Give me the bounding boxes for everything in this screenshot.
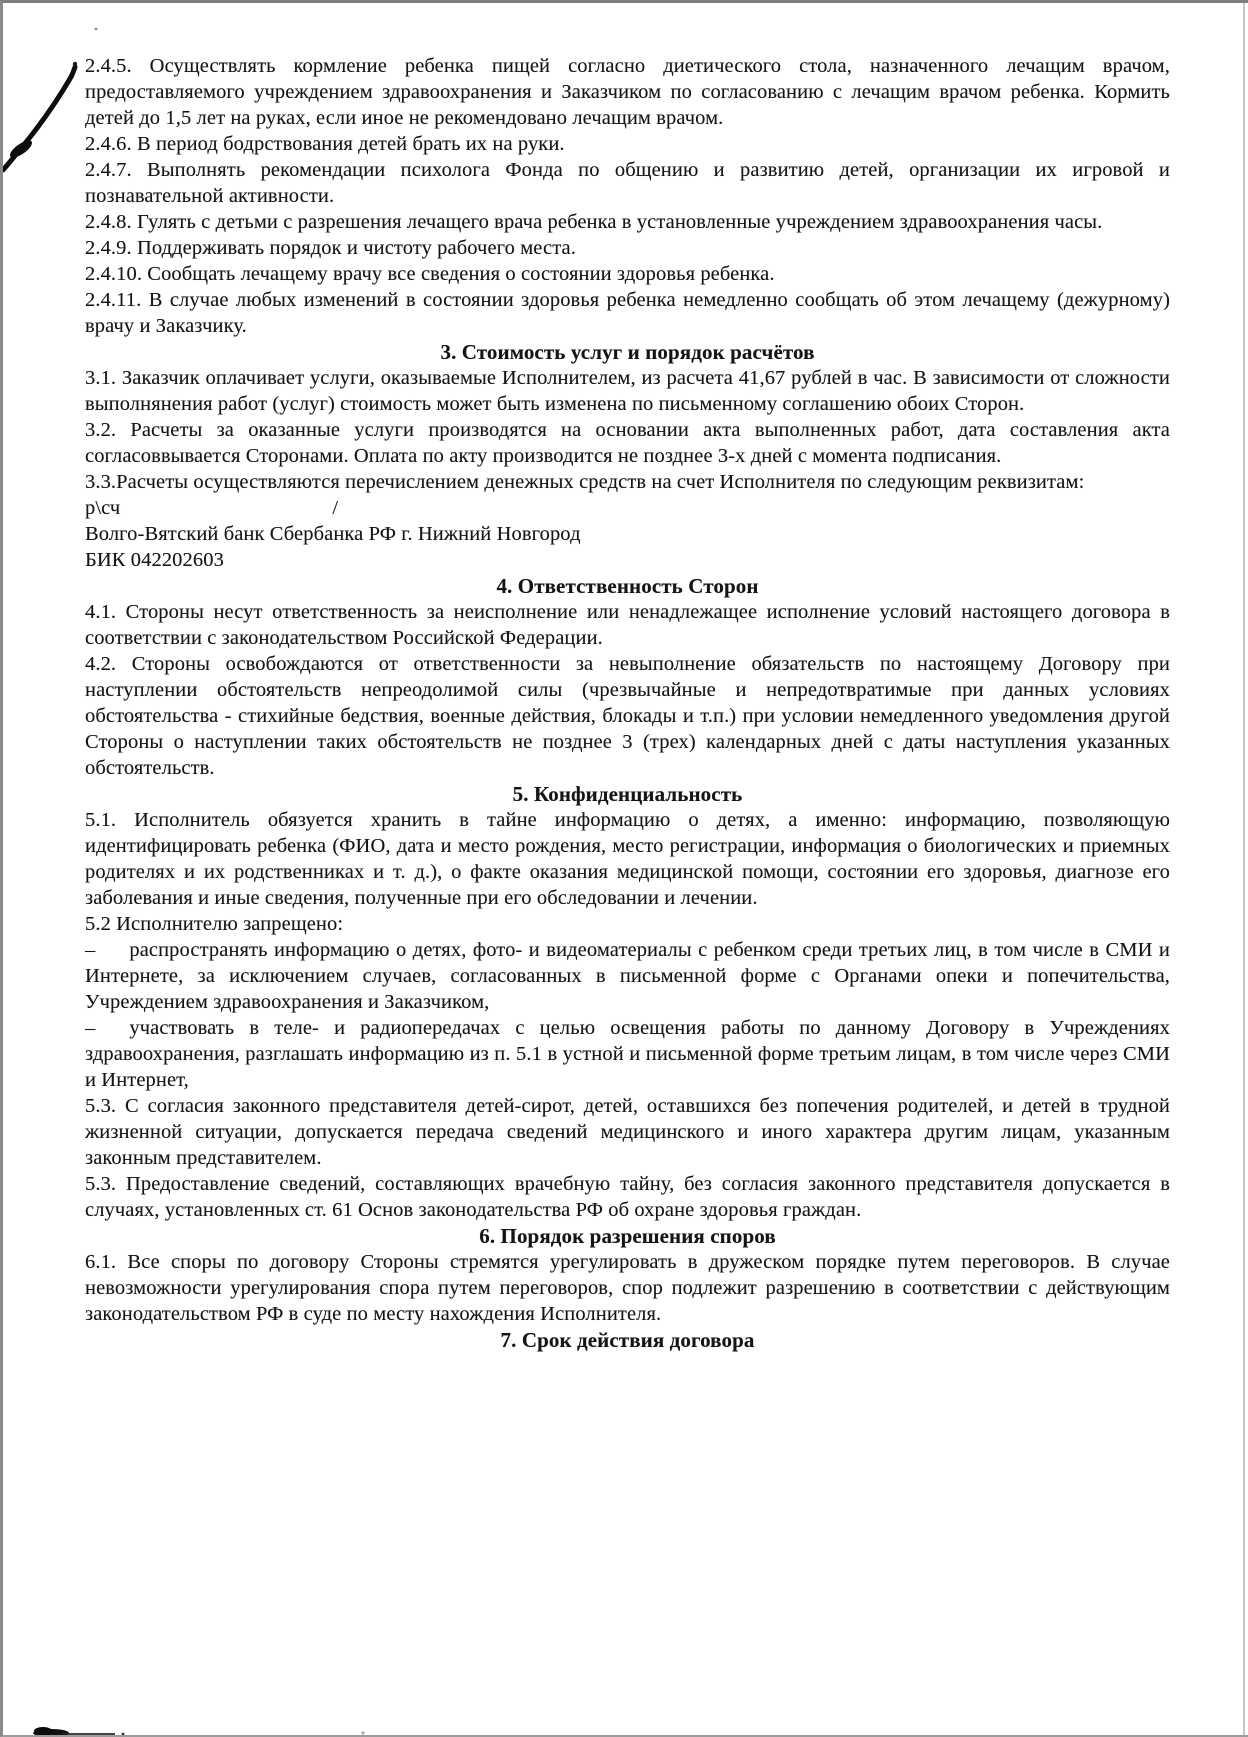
clause-2-4-6: 2.4.6. В период бодрствования детей брать их на руки. (85, 133, 565, 155)
clause-4-2: 4.2. Стороны освобождаются от ответственности за невыполнение обязательств по настоящему Договору при наступлении обстоятельств непреодолимой силы (чрезвычайные и непредотвратимые при данных условиях обстоятельства - стихийные бедствия, военные действия, блокады и т.п.) при условии немедленного уведомления другой Стороны о наступлении таких обстоятельств не позднее 3 (трех) календарных дней с даты наступления указанных обстоятельств. (85, 653, 1170, 779)
clause-5-1: 5.1. Исполнитель обязуется хранить в тайне информацию о детях, а именно: информацию, позволяющую идентифицировать ребенка (ФИО, дата и место рождения, место регистрации, информация о биологических и приемных родителях и их родственниках и т. д.), о факте оказания медицинской помощи, состоянии его здоровья, диагнозе его заболевания и иные сведения, полученные при его обследовании и лечении. (85, 809, 1170, 909)
clause-2-4-5: 2.4.5. Осуществлять кормление ребенка пищей согласно диетического стола, назначенного лечащим врачом, предоставляемого учреждением здравоохранения и Заказчиком по согласованию с лечащим врачом ребенка. Кормить детей до 1,5 лет на руках, если иное не рекомендовано лечащим врачом. (85, 55, 1170, 129)
section-6-heading: 6. Порядок разрешения споров (479, 1224, 776, 1248)
account-slash: / (332, 497, 339, 519)
clause-5-2-bullet-2 (85, 1015, 1170, 1093)
section-5-heading: 5. Конфиденциальность (512, 782, 743, 806)
clause-2-4-8: 2.4.8. Гулять с детьми с разрешения лечащего врача ребенка в установленные учреждением здравоохранения часы. (85, 211, 1103, 233)
section-3-heading: 3. Стоимость услуг и порядок расчётов (440, 340, 815, 364)
account-label: р\сч (85, 497, 121, 519)
requisites-bik-line: БИК 042202603 (85, 549, 224, 571)
section-4-heading: 4. Ответственность Сторон (496, 574, 759, 598)
bullet-dash: – (85, 1017, 96, 1039)
clause-5-3-b: 5.3. Предоставление сведений, составляющих врачебную тайну, без согласия законного представителя допускается в случаях, установленных ст. 61 Основ законодательства РФ об охране здоровья граждан. (85, 1173, 1170, 1221)
clause-5-3-a: 5.3. С согласия законного представителя детей-сирот, детей, оставшихся без попечения родителей, и детей в трудной жизненной ситуации, допускается передача сведений медицинского и иного характера другим лицам, указанным законным представителем. (85, 1095, 1170, 1169)
clause-6-1: 6.1. Все споры по договору Стороны стремятся урегулировать в дружеском порядке путем переговоров. В случае невозможности урегулирования спора путем переговоров, спор подлежит разрешению в соответствии с действующим законодательством РФ в суде по месту нахождения Исполнителя. (85, 1251, 1170, 1325)
clause-2-4-10: 2.4.10. Сообщать лечащему врачу все сведения о состоянии здоровья ребенка. (85, 263, 775, 285)
clause-2-4-9: 2.4.9. Поддерживать порядок и чистоту рабочего места. (85, 237, 576, 259)
clause-3-1: 3.1. Заказчик оплачивает услуги, оказываемые Исполнителем, из расчета 41,67 рублей в час. В зависимости от сложности выполнянения работ (услуг) стоимость может быть изменена по письменному соглашению обоих Сторон. (85, 367, 1170, 415)
clause-2-4-11: 2.4.11. В случае любых изменений в состоянии здоровья ребенка немедленно сообщать об этом лечащему (дежурному) врачу и Заказчику. (85, 289, 1170, 337)
requisites-account-line (85, 495, 1170, 521)
clause-5-2: 5.2 Исполнителю запрещено: (85, 913, 344, 935)
section-7-heading: 7. Срок действия договора (500, 1328, 755, 1352)
bullet-dash: – (85, 939, 96, 961)
scan-smudge (3, 1698, 423, 1737)
contract-text-body (85, 3, 1170, 1353)
clause-3-3: 3.3.Расчеты осуществляются перечислением денежных средств на счет Исполнителя по следующим реквизитам: (85, 471, 1085, 493)
clause-3-2: 3.2. Расчеты за оказанные услуги производятся на основании акта выполненных работ, дата составления акта согласоввывается Сторонами. Оплата по акту производится не позднее 3-х дней с момента подписания. (85, 419, 1170, 467)
clause-2-4-7: 2.4.7. Выполнять рекомендации психолога Фонда по общению и развитию детей, организации их игровой и познавательной активности. (85, 159, 1170, 207)
bullet-2-text: участвовать в теле- и радиопередачах с целью освещения работы по данному Договору в Учреждениях здравоохранения, разглашать информацию из п. 5.1 в устной и письменной форме третьим лицам, в том числе через СМИ и Интернет, (85, 1017, 1170, 1091)
requisites-bank-line: Волго-Вятский банк Сбербанка РФ г. Нижний Новгород (85, 523, 581, 545)
bullet-1-text: распространять информацию о детях, фото- и видеоматериалы с ребенком среди третьих лиц, в том числе в СМИ и Интернете, за исключением случаев, согласованных в письменной форме с Органами опеки и попечительства, Учреждением здравоохранения и Заказчиком, (85, 939, 1170, 1013)
clause-5-2-bullet-1 (85, 937, 1170, 1015)
clause-4-1: 4.1. Стороны несут ответственность за неисполнение или ненадлежащее исполнение условий настоящего договора в соответствии с законодательством Российской Федерации. (85, 601, 1170, 649)
